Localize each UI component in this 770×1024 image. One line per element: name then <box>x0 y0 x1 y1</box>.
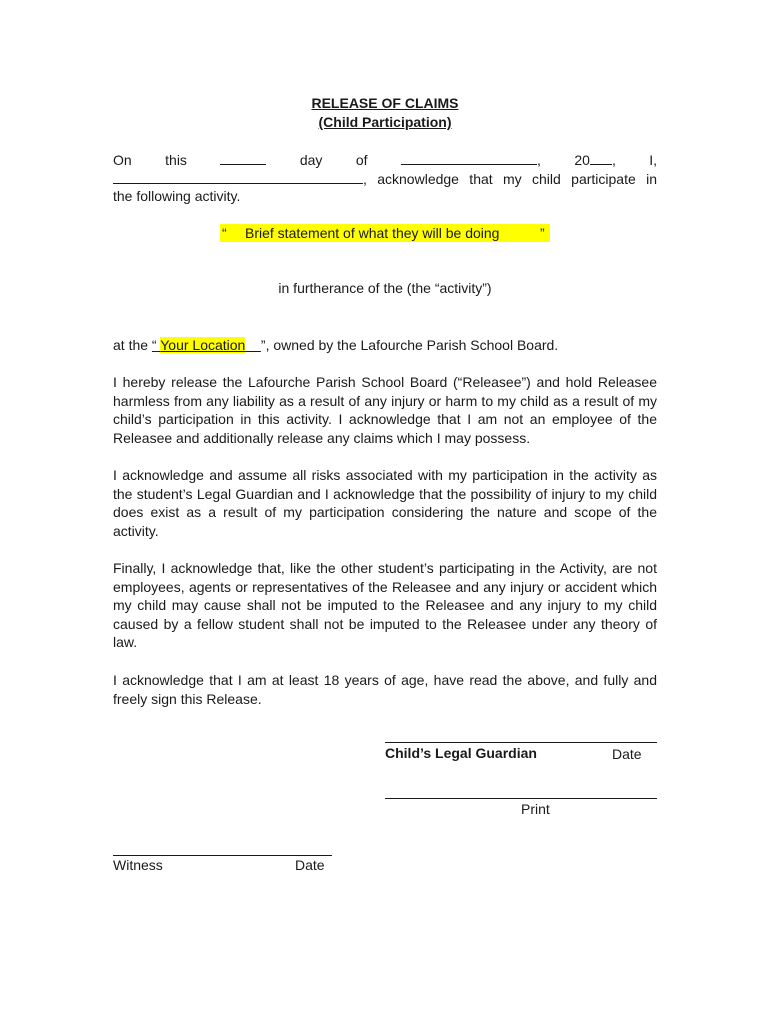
intro-word-day: day <box>299 152 323 168</box>
location-open-quote: “ <box>151 337 157 353</box>
intro-word-this: this <box>165 152 187 168</box>
guardian-date-label: Date <box>612 746 642 762</box>
activity-text: Brief statement of what they will be doing <box>245 225 500 241</box>
month-field <box>401 152 541 168</box>
year-field <box>574 152 615 168</box>
guardian-label: Child’s Legal Guardian <box>385 745 537 761</box>
document-title: RELEASE OF CLAIMS <box>311 95 459 111</box>
release-paragraph: I hereby release the Lafourche Parish School Board (“Releasee”) and hold Releasee harmless from any liability as a result of any injury or harm to my child as a result of my child’s participation in this activity. I acknowledge that I am not an employee of the Releasee and additionally release any claims which I may possess. <box>113 374 657 446</box>
location-line <box>113 336 657 355</box>
month-blank[interactable] <box>401 150 537 165</box>
intro-acknowledge-text: , acknowledge that my child participate in <box>363 171 657 187</box>
witness-date-label: Date <box>295 857 325 873</box>
intro-word-i: I, <box>649 152 658 168</box>
guardian-signature-line[interactable] <box>385 742 657 743</box>
intro-line-2 <box>113 169 657 188</box>
year-prefix: 20 <box>574 152 590 168</box>
activity-highlight <box>220 224 550 242</box>
year-blank[interactable] <box>590 150 612 165</box>
location-prefix: at the <box>113 337 152 353</box>
location-suffix: ”, owned by the Lafourche Parish School Board. <box>260 337 559 353</box>
year-comma: , <box>611 152 616 168</box>
witness-label: Witness <box>113 857 163 873</box>
intro-word-on: On <box>113 152 132 168</box>
activity-placeholder[interactable] <box>220 224 550 242</box>
print-label: Print <box>521 801 550 817</box>
furtherance-line: in furtherance of the (the “activity”) <box>278 280 492 296</box>
intro-line-1 <box>113 150 657 169</box>
age-paragraph: I acknowledge that I am at least 18 years of age, have read the above, and fully and freely sign this Release. <box>113 672 657 707</box>
location-highlight: Your Location <box>160 337 246 353</box>
month-comma: , <box>537 152 541 168</box>
document-subtitle: (Child Participation) <box>318 114 452 130</box>
intro-line-3: the following activity. <box>113 188 241 204</box>
witness-signature-line[interactable] <box>113 855 332 856</box>
risk-paragraph: I acknowledge and assume all risks associated with my participation in the activity as the student’s Legal Guardian and I acknowledge that the possibility of injury to my child does exist as a result of my participation considering the nature and scope of the activity. <box>113 467 657 539</box>
activity-open-quote: “ <box>222 225 227 241</box>
intro-word-of: of <box>355 152 368 168</box>
liability-paragraph: Finally, I acknowledge that, like the other student’s participating in the Activity, are not employees, agents or representatives of the Releasee and any injury or accident which my child may cause shall not be imputed to the Releasee and any injury to my child caused by a fellow student shall not be imputed to the Releasee under any theory of law. <box>113 560 657 650</box>
print-name-line[interactable] <box>385 798 657 799</box>
day-number-blank[interactable] <box>220 150 266 165</box>
activity-close-quote: ” <box>540 225 545 241</box>
guardian-name-blank[interactable] <box>113 169 363 184</box>
location-field[interactable] <box>152 337 261 353</box>
